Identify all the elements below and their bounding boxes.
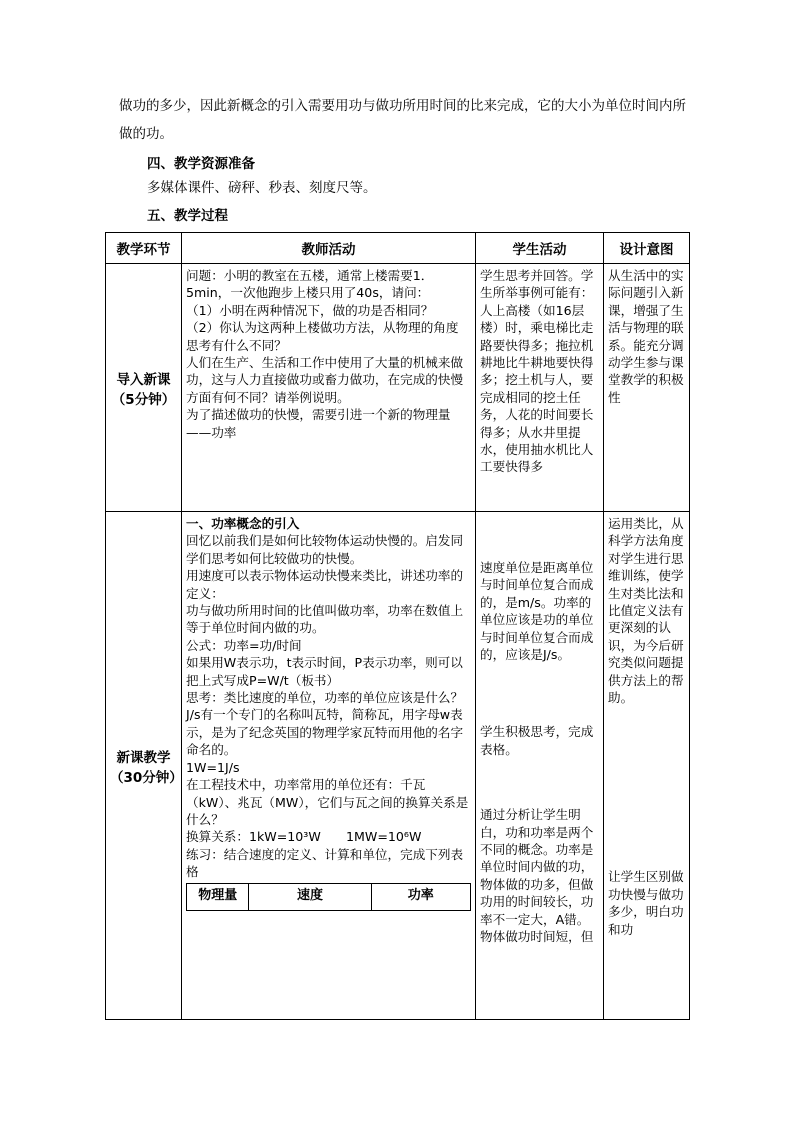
teacher-line: 为了描述做功的快慢，需要引进一个新的物理量——功率 [186,407,451,440]
teacher-line: 思考：类比速度的单位，功率的单位应该是什么？ [186,690,464,706]
header-teacher: 教师活动 [182,233,476,264]
stage-new-lesson: 新课教学（30分钟） [106,512,182,1020]
student-activity-new [476,512,604,1020]
header-student: 学生活动 [476,233,604,264]
teacher-line: 在工程技术中，功率常用的单位还有：千瓦（kW）、兆瓦（MW），它们与瓦之间的换算关系是什么？ [186,777,469,827]
teacher-line: 换算关系：1kW=10³W 1MW=10⁶W [186,829,422,845]
design-intent-new [604,512,690,1020]
teacher-activity-new [182,512,476,1020]
teacher-line: J/s有一个专门的名称叫瓦特，简称瓦，用字母w表示，是为了纪念英国的物理学家瓦特而用他的名字命名的。 [186,707,464,758]
teacher-line: 练习：结合速度的定义、计算和单位，完成下列表格 [186,846,464,880]
stage-intro: 导入新课（5分钟） [106,264,182,512]
table-row [106,264,690,512]
teaching-process-table [105,232,690,1020]
section4-content: 多媒体课件、磅秤、秒表、刻度尺等。 [147,180,377,196]
teacher-line: 回忆以前我们是如何比较物体运动快慢的。启发同学们思考如何比较做功的快慢。 [186,533,464,566]
student-activity-intro: 学生思考并回答。学生所举事例可能有：人上高楼（如16层楼）时，乘电梯比走路要快得多；拖拉机耕地比牛耕地要快得多；挖土机与人，要完成相同的挖土任务，人花的时间要长得多；从水井里提水，使用抽水机比人工要快得多 [476,264,604,512]
teacher-line: 公式：功率=功/时间 [186,637,302,653]
design-line: 运用类比，从科学方法角度对学生进行思维训练，使学生对类比法和比值定义法有更深刻的认识，为今后研究类似问题提供方法上的帮助。 [608,516,684,706]
header-stage: 教学环节 [106,233,182,264]
header-design: 设计意图 [604,233,690,264]
exercise-header-quantity: 物理量 [187,883,249,910]
intro-paragraph: 做功的多少，因此新概念的引入需要用功与做功所用时间的比来完成，它的大小为单位时间内所做的功。 [119,98,686,142]
exercise-table [186,883,471,911]
teacher-line: 1W=1J/s [186,759,240,775]
subsection-title: 一、功率概念的引入 [186,516,300,531]
table-row [106,512,690,1020]
section4-heading: 四、教学资源准备 [147,156,255,172]
design-line: 让学生区别做功快慢与做功多少，明白功和功 [608,869,684,937]
teacher-line: 功与做功所用时间的比值叫做功率，功率在数值上等于单位时间内做的功。 [186,603,464,636]
teacher-line: 用速度可以表示物体运动快慢来类比，讲述功率的定义： [186,568,464,601]
teacher-line: 问题：小明的教室在五楼，通常上楼需要1．5min，一次他跑步上楼只用了40s，请问： [186,268,434,301]
exercise-header-power: 功率 [371,883,470,910]
teacher-line: 如果用W表示功，t表示时间，P表示功率，则可以把上式写成P=W/t（板书） [186,655,463,688]
design-intent-intro: 从生活中的实际问题引入新课，增强了生活与物理的联系。能充分调动学生参与课堂教学的积极性 [604,264,690,512]
table-header-row [106,233,690,264]
exercise-header-row [187,883,471,910]
exercise-header-speed: 速度 [249,883,371,910]
teacher-line: 人们在生产、生活和工作中使用了大量的机械来做功，这与人力直接做功或畜力做功，在完成的快慢方面有何不同？请举例说明。 [186,355,464,405]
student-line: 速度单位是距离单位与时间单位复合而成的，是m/s。功率的单位应该是功的单位与时间单位复合而成的，应该是J/s。 [480,560,594,663]
teacher-line: （2）你认为这两种上楼做功方法，从物理的角度思考有什么不同？ [186,320,459,353]
student-line: 通过分析让学生明白，功和功率是两个不同的概念。功率是单位时间内做的功，物体做的功多，但做功用的时间较长，功率不一定大，A错。物体做功时间短，但 [480,807,594,945]
teacher-activity-intro [182,264,476,512]
student-line: 学生积极思考，完成表格。 [480,724,594,757]
teacher-line: （1）小明在两种情况下，做的功是否相同？ [186,302,434,318]
section5-heading: 五、教学过程 [147,208,228,224]
